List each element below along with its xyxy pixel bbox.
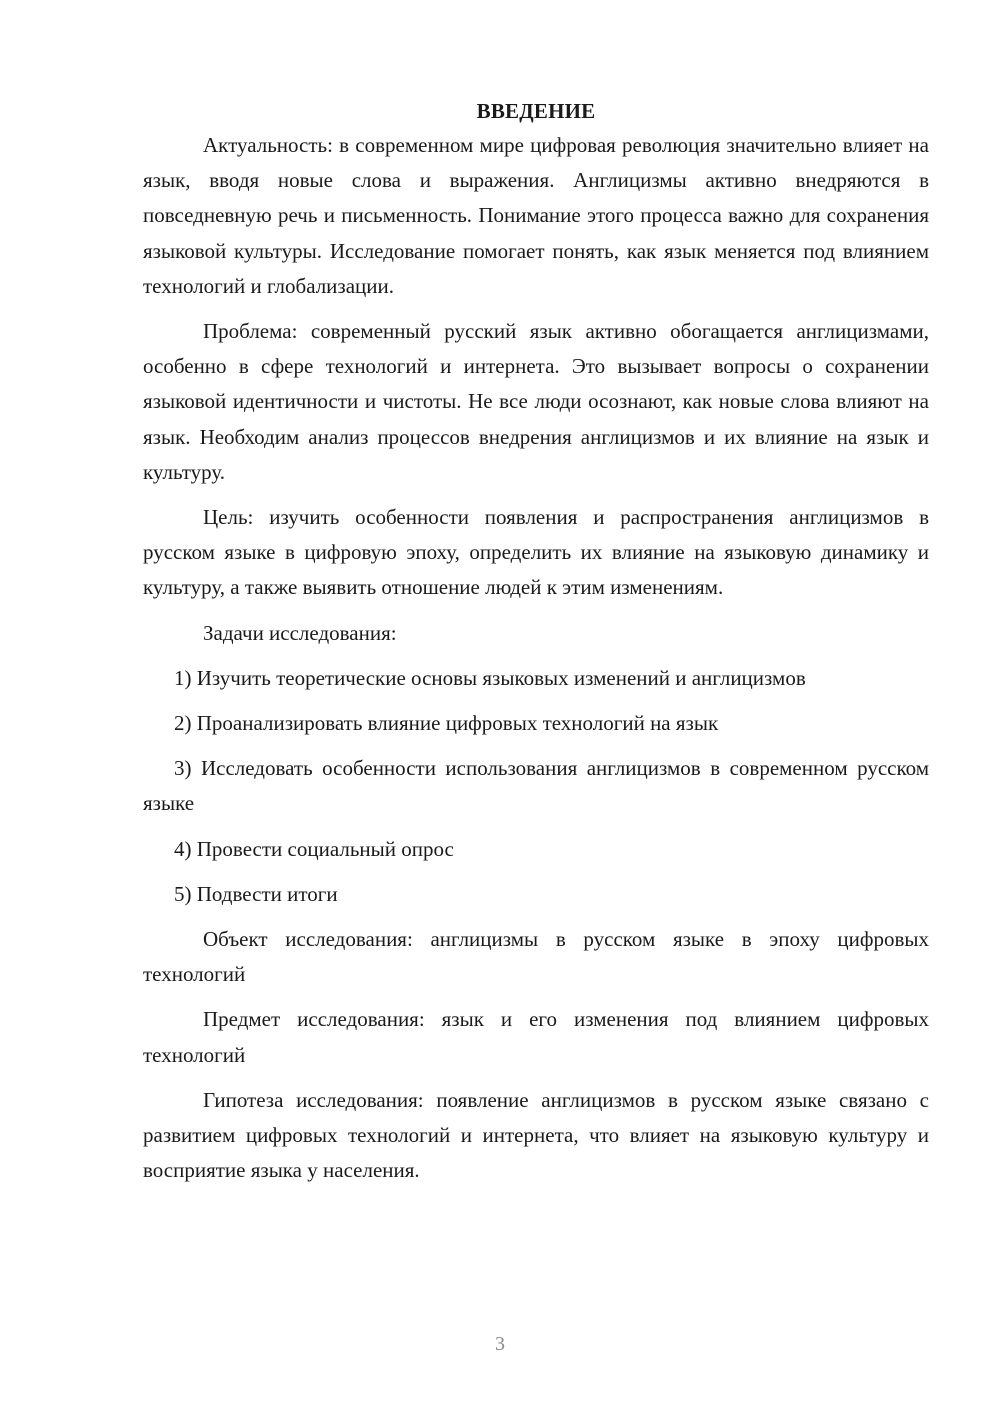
- list-item: 2) Проанализировать влияние цифровых технологий на язык: [174, 711, 719, 736]
- paragraph-problem: Проблема: современный русский язык активно обогащается англицизмами, особенно в сфере технологий и интернета. Это вызывает вопросы о сохранении языковой идентичности и чистоты. Не все люди осознают, как новые слова влияют на язык. Необходим анализ процессов внедрения англицизмов и их влияние на язык и культуру.: [143, 319, 929, 484]
- list-item: 3) Исследовать особенности использования англицизмов в современном русском языке: [143, 756, 929, 816]
- paragraph-goal: Цель: изучить особенности появления и распространения англицизмов в русском языке в цифровую эпоху, определить их влияние на языковую динамику и культуру, а также выявить отношение людей к этим изменениям.: [143, 505, 929, 600]
- page-number: 3: [495, 1333, 505, 1355]
- tasks-list: [143, 661, 929, 912]
- paragraph-subject: Предмет исследования: язык и его изменения под влиянием цифровых технологий: [143, 1007, 929, 1067]
- tasks-heading: Задачи исследования:: [203, 620, 397, 645]
- list-item: 5) Подвести итоги: [174, 881, 338, 906]
- document-page: [143, 94, 929, 1188]
- paragraph-hypothesis: Гипотеза исследования: появление англицизмов в русском языке связано с развитием цифровых технологий и интернета, что влияет на языковую культуру и восприятие языка у населения.: [143, 1087, 929, 1183]
- paragraph-object: Объект исследования: англицизмы в русском языке в эпоху цифровых технологий: [143, 927, 929, 987]
- page-title: ВВЕДЕНИЕ: [476, 99, 596, 123]
- paragraph-relevance: Актуальность: в современном мире цифровая революция значительно влияет на язык, вводя новые слова и выражения. Англицизмы активно внедряются в повседневную речь и письменность. Понимание этого процесса важно для сохранения языковой культуры. Исследование помогает понять, как язык меняется под влиянием технологий и глобализации.: [143, 133, 929, 298]
- list-item: 4) Провести социальный опрос: [174, 836, 454, 861]
- list-item: 1) Изучить теоретические основы языковых изменений и англицизмов: [174, 665, 806, 690]
